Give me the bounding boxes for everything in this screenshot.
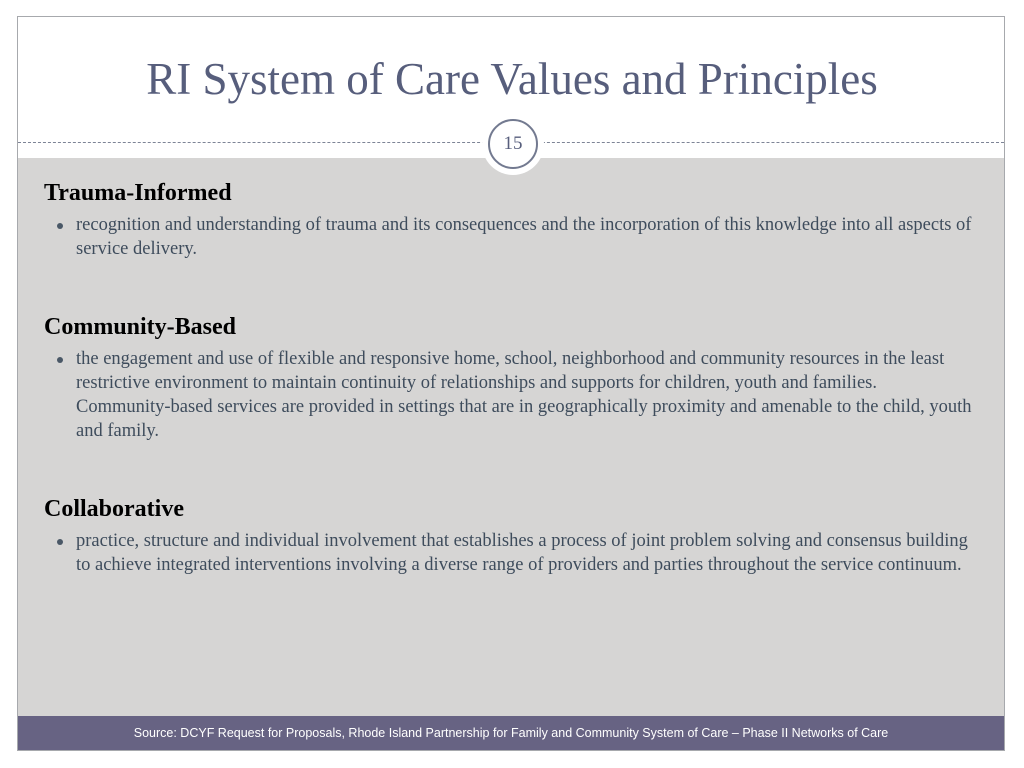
source-footer: Source: DCYF Request for Proposals, Rhode Island Partnership for Family and Community System of Care – Phase II Networks of Care (18, 716, 1004, 750)
slide-title: RI System of Care Values and Principles (146, 54, 878, 104)
slide (17, 16, 1005, 751)
bullet-text: recognition and understanding of trauma and its consequences and the incorporation of this knowledge into all aspects of service delivery. (76, 215, 972, 259)
section-community-based (44, 314, 974, 443)
bullet-dot-icon (57, 539, 63, 545)
bullet-item (44, 347, 974, 443)
bullet-text: the engagement and use of flexible and responsive home, school, neighborhood and community resources in the least restrictive environment to maintain continuity of relationships and supports for children, youth and families. Community-based services are provided in settings that are in geographically proximity and amenable to the child, youth and family. (76, 349, 972, 441)
page-number: 15 (488, 119, 538, 169)
bullet-dot-icon (57, 357, 63, 363)
page-number-badge (482, 113, 544, 175)
bullet-text: practice, structure and individual involvement that establishes a process of joint problem solving and consensus building to achieve integrated interventions involving a diverse range of providers and parties throughout the service continuum. (76, 531, 968, 575)
section-trauma-informed (44, 180, 974, 261)
section-heading: Collaborative (44, 496, 184, 522)
section-heading: Community-Based (44, 314, 237, 340)
bullet-item (44, 529, 974, 577)
bullet-dot-icon (57, 223, 63, 229)
bullet-item (44, 213, 974, 261)
section-collaborative (44, 496, 974, 577)
content-area (18, 158, 1004, 716)
section-heading: Trauma-Informed (44, 180, 232, 206)
